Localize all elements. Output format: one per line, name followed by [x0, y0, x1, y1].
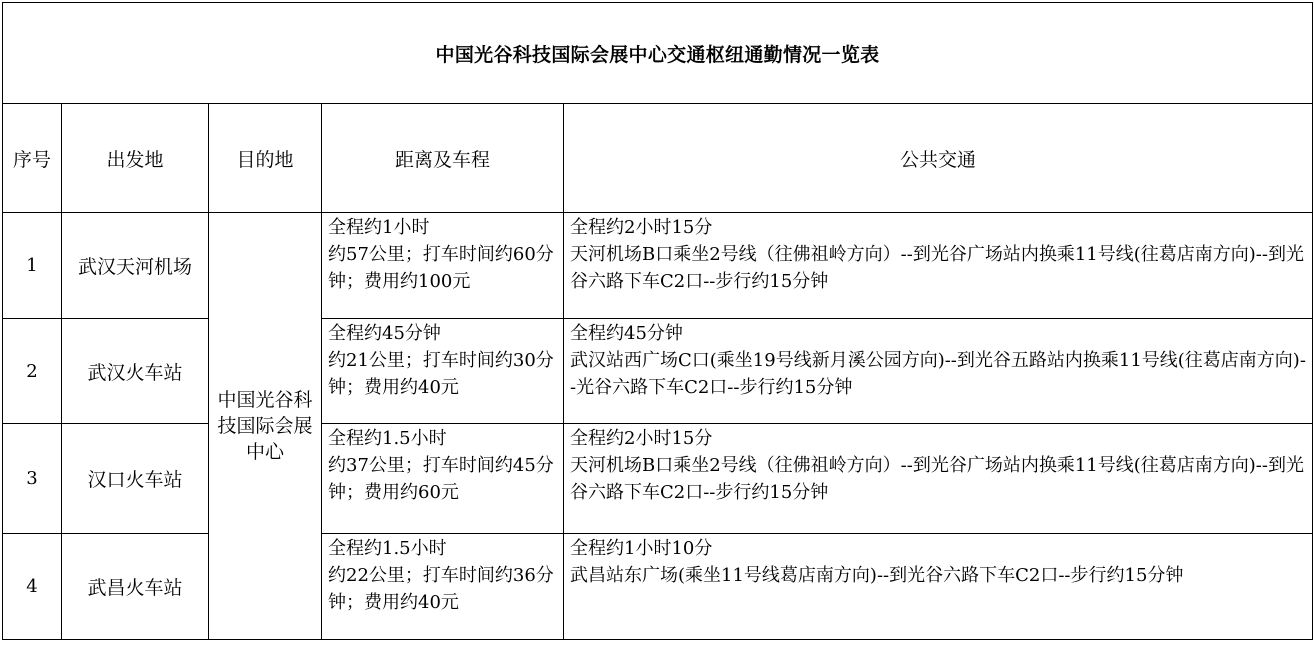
origin-cell: 武昌火车站: [62, 534, 209, 640]
transit-total: 全程约45分钟: [570, 323, 683, 344]
header-no: 序号: [3, 104, 62, 213]
origin-cell: 汉口火车站: [62, 424, 209, 534]
header-origin: 出发地: [62, 104, 209, 213]
row-number: 2: [3, 319, 62, 424]
distance-total: 全程约1小时: [328, 217, 430, 238]
distance-cell: [322, 534, 564, 640]
table-row: [3, 319, 1313, 424]
transit-total: 全程约2小时15分: [570, 428, 713, 449]
distance-cell: [322, 319, 564, 424]
transit-route: 天河机场B口乘坐2号线（往佛祖岭方向）--到光谷广场站内换乘11号线(往葛店南方向)--到光谷六路下车C2口--步行约15分钟: [570, 244, 1304, 292]
row-number: 3: [3, 424, 62, 534]
transit-total: 全程约2小时15分: [570, 217, 713, 238]
transit-cell: [564, 534, 1313, 640]
distance-detail: 约57公里；打车时间约60分钟；费用约100元: [328, 244, 554, 292]
header-distance: 距离及车程: [322, 104, 564, 213]
distance-cell: [322, 213, 564, 319]
distance-detail: 约22公里；打车时间约36分钟；费用约40元: [328, 565, 554, 613]
distance-detail: 约37公里；打车时间约45分钟；费用约60元: [328, 455, 554, 503]
commute-table: [2, 2, 1313, 640]
origin-cell: 武汉火车站: [62, 319, 209, 424]
header-destination: 目的地: [209, 104, 322, 213]
transit-cell: [564, 319, 1313, 424]
header-row: [3, 104, 1313, 213]
transit-total: 全程约1小时10分: [570, 538, 713, 559]
table-row: [3, 424, 1313, 534]
distance-total: 全程约1.5小时: [328, 538, 447, 559]
table-row: [3, 534, 1313, 640]
transit-cell: [564, 213, 1313, 319]
distance-detail: 约21公里；打车时间约30分钟；费用约40元: [328, 350, 554, 398]
distance-total: 全程约1.5小时: [328, 428, 447, 449]
table-title: 中国光谷科技国际会展中心交通枢纽通勤情况一览表: [3, 3, 1313, 104]
origin-cell: 武汉天河机场: [62, 213, 209, 319]
distance-cell: [322, 424, 564, 534]
distance-total: 全程约45分钟: [328, 323, 441, 344]
table-row: [3, 213, 1313, 319]
transit-cell: [564, 424, 1313, 534]
row-number: 4: [3, 534, 62, 640]
transit-route: 武昌站东广场(乘坐11号线葛店南方向)--到光谷六路下车C2口--步行约15分钟: [570, 565, 1184, 586]
transit-route: 武汉站西广场C口(乘坐19号线新月溪公园方向)--到光谷五路站内换乘11号线(往葛店南方向)--光谷六路下车C2口--步行约15分钟: [570, 350, 1306, 398]
transit-route: 天河机场B口乘坐2号线（往佛祖岭方向）--到光谷广场站内换乘11号线(往葛店南方向)--到光谷六路下车C2口--步行约15分钟: [570, 455, 1304, 503]
destination-cell: 中国光谷科技国际会展中心: [209, 213, 322, 640]
header-public-transit: 公共交通: [564, 104, 1313, 213]
row-number: 1: [3, 213, 62, 319]
